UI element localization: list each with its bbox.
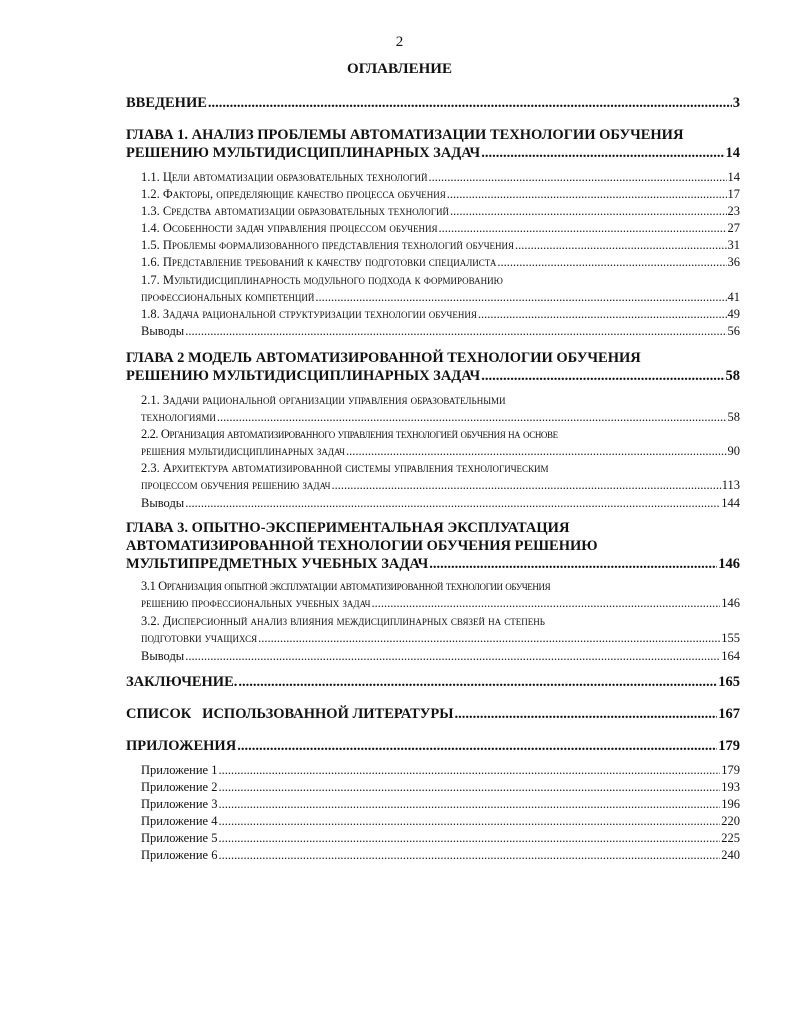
- toc-section-text: технологиями: [141, 410, 216, 424]
- toc-entry-appendices: [126, 737, 740, 755]
- toc-section-text: Приложение 3: [141, 797, 218, 811]
- toc-section: [141, 254, 740, 271]
- toc-section: [141, 237, 740, 254]
- toc-section-text: Выводы: [141, 649, 185, 663]
- toc-section: [141, 613, 740, 647]
- toc-entry-page: 17: [727, 187, 740, 201]
- toc-entry-page: 58: [725, 368, 740, 384]
- toc-entry-page: 196: [721, 797, 740, 811]
- toc-section-text: профессиональных компетенций: [141, 290, 315, 304]
- toc-entry-page: 179: [718, 738, 740, 754]
- toc-section-text: Приложение 2: [141, 780, 218, 794]
- toc-section-text: 1.7. Мультидисциплинарность модульного подхода к формированию: [141, 273, 503, 287]
- toc-section-text: 2.1. Задачи рациональной организации управления образовательными: [141, 393, 506, 407]
- toc-entry-page: 220: [721, 814, 740, 828]
- toc-chapter-1: [126, 126, 740, 162]
- toc-entry-text: СПИСОК ИСПОЛЬЗОВАННОЙ ЛИТЕРАТУРЫ: [126, 706, 454, 722]
- toc-section-text: Приложение 5: [141, 831, 218, 845]
- toc-section: [141, 272, 740, 306]
- chapter-title-line: МУЛЬТИПРЕДМЕТНЫХ УЧЕБНЫХ ЗАДАЧ: [126, 556, 429, 572]
- chapter-title-line: РЕШЕНИЮ МУЛЬТИДИСЦИПЛИНАРНЫХ ЗАДАЧ: [126, 368, 481, 384]
- toc-entry-page: 146: [721, 596, 740, 610]
- toc-section: [141, 220, 740, 237]
- toc-section-text: 3.1 Организация опытной эксплуатации автоматизированной технологии обучения: [141, 579, 551, 593]
- toc-section-text: 1.2. Факторы, определяющие качество процесса обучения: [141, 187, 446, 201]
- toc-section-text: Выводы: [141, 496, 185, 510]
- toc-section-text: 3.2. Дисперсионный анализ влияния междисциплинарных связей на степень: [141, 614, 545, 628]
- toc-section-text: Выводы: [141, 324, 185, 338]
- toc-section-conclusions: [141, 648, 740, 665]
- toc-appendix-item: [141, 779, 740, 796]
- toc-section: [141, 392, 740, 426]
- toc-section-text: 1.3. Средства автоматизации образовательных технологий: [141, 204, 449, 218]
- toc-entry-page: 90: [727, 444, 740, 458]
- toc-entry-page: 167: [718, 706, 740, 722]
- toc-entry-text: ЗАКЛЮЧЕНИЕ.: [126, 674, 238, 690]
- toc-section: [141, 306, 740, 323]
- toc-entry-page: 225: [721, 831, 740, 845]
- toc-entry-page: 179: [721, 763, 740, 777]
- toc-section: [141, 578, 740, 612]
- toc-entry-page: 56: [727, 324, 740, 338]
- toc-section-text: Приложение 6: [141, 848, 218, 862]
- toc-entry-text: ВВЕДЕНИЕ: [126, 95, 207, 111]
- toc-entry-page: 58: [727, 410, 740, 424]
- toc-entry-page: 27: [727, 221, 740, 235]
- toc-section: [141, 169, 740, 186]
- toc-section-text: 1.8. Задача рациональной структуризации технологии обучения: [141, 307, 477, 321]
- toc-entry-page: 31: [727, 238, 740, 252]
- toc-section-conclusions: [141, 495, 740, 512]
- page-number: 2: [395, 34, 404, 50]
- toc-section-text: решению профессиональных учебных задач: [141, 596, 371, 610]
- toc-entry-page: 36: [727, 255, 740, 269]
- toc-section: [141, 460, 740, 494]
- toc-chapter-2: [126, 349, 740, 385]
- toc-entry-page: 113: [721, 478, 740, 492]
- toc-entry-conclusion: [126, 673, 740, 691]
- toc-entry-page: 14: [725, 145, 740, 161]
- chapter-title-line: РЕШЕНИЮ МУЛЬТИДИСЦИПЛИНАРНЫХ ЗАДАЧ: [126, 145, 481, 161]
- chapter-title-line: ГЛАВА 1. АНАЛИЗ ПРОБЛЕМЫ АВТОМАТИЗАЦИИ ТЕХНОЛОГИИ ОБУЧЕНИЯ: [126, 127, 684, 143]
- toc-entry-page: 146: [718, 556, 740, 572]
- toc-entry-references: [126, 705, 740, 723]
- chapter-title-line: АВТОМАТИЗИРОВАННОЙ ТЕХНОЛОГИИ ОБУЧЕНИЯ РЕШЕНИЮ: [126, 538, 598, 554]
- toc-section-text: процессом обучения решению задач: [141, 478, 331, 492]
- toc-entry-page: 14: [727, 170, 740, 184]
- toc-section-text: 1.5. Проблемы формализованного представления технологий обучения: [141, 238, 515, 252]
- toc-section-text: Приложение 1: [141, 763, 218, 777]
- toc-entry-page: 41: [727, 290, 740, 304]
- toc-entry-page: 240: [721, 848, 740, 862]
- toc-chapter-3: [126, 519, 740, 573]
- toc-entry-page: 155: [721, 631, 740, 645]
- toc-entry-page: 23: [727, 204, 740, 218]
- toc-section-text: 2.2. Организация автоматизированного управления технологией обучения на основе: [141, 427, 558, 441]
- toc-entry-text: ПРИЛОЖЕНИЯ: [126, 738, 237, 754]
- toc-section: [141, 186, 740, 203]
- toc-section-text: решения мультидисциплинарных задач: [141, 444, 346, 458]
- toc-section-text: 1.4. Особенности задач управления процессом обучения: [141, 221, 438, 235]
- toc-appendix-item: [141, 847, 740, 864]
- toc-entry-page: 193: [721, 780, 740, 794]
- toc-entry-page: 144: [721, 496, 740, 510]
- toc-section: [141, 426, 740, 460]
- toc-section: [141, 203, 740, 220]
- toc-section-text: подготовки учащихся: [141, 631, 258, 645]
- toc-entry-page: 3: [732, 95, 740, 111]
- toc-section-conclusions: [141, 323, 740, 340]
- toc-appendix-item: [141, 796, 740, 813]
- toc-appendix-item: [141, 813, 740, 830]
- toc-section-text: 2.3. Архитектура автоматизированной системы управления технологическим: [141, 461, 549, 475]
- toc-appendix-item: [141, 830, 740, 847]
- page-title: ОГЛАВЛЕНИЕ: [347, 61, 452, 77]
- toc-section-text: 1.1. Цели автоматизации образовательных технологий: [141, 170, 428, 184]
- toc-entry-page: 49: [727, 307, 740, 321]
- toc-section-text: 1.6. Представление требований к качеству подготовки специалиста: [141, 255, 497, 269]
- toc-entry-page: 164: [721, 649, 740, 663]
- toc-entry-page: 165: [718, 674, 740, 690]
- toc-section-text: Приложение 4: [141, 814, 218, 828]
- toc-entry-introduction: [126, 94, 740, 112]
- chapter-title-line: ГЛАВА 3. ОПЫТНО-ЭКСПЕРИМЕНТАЛЬНАЯ ЭКСПЛУАТАЦИЯ: [126, 520, 570, 536]
- chapter-title-line: ГЛАВА 2 МОДЕЛЬ АВТОМАТИЗИРОВАННОЙ ТЕХНОЛОГИИ ОБУЧЕНИЯ: [126, 350, 641, 366]
- toc-appendix-item: [141, 762, 740, 779]
